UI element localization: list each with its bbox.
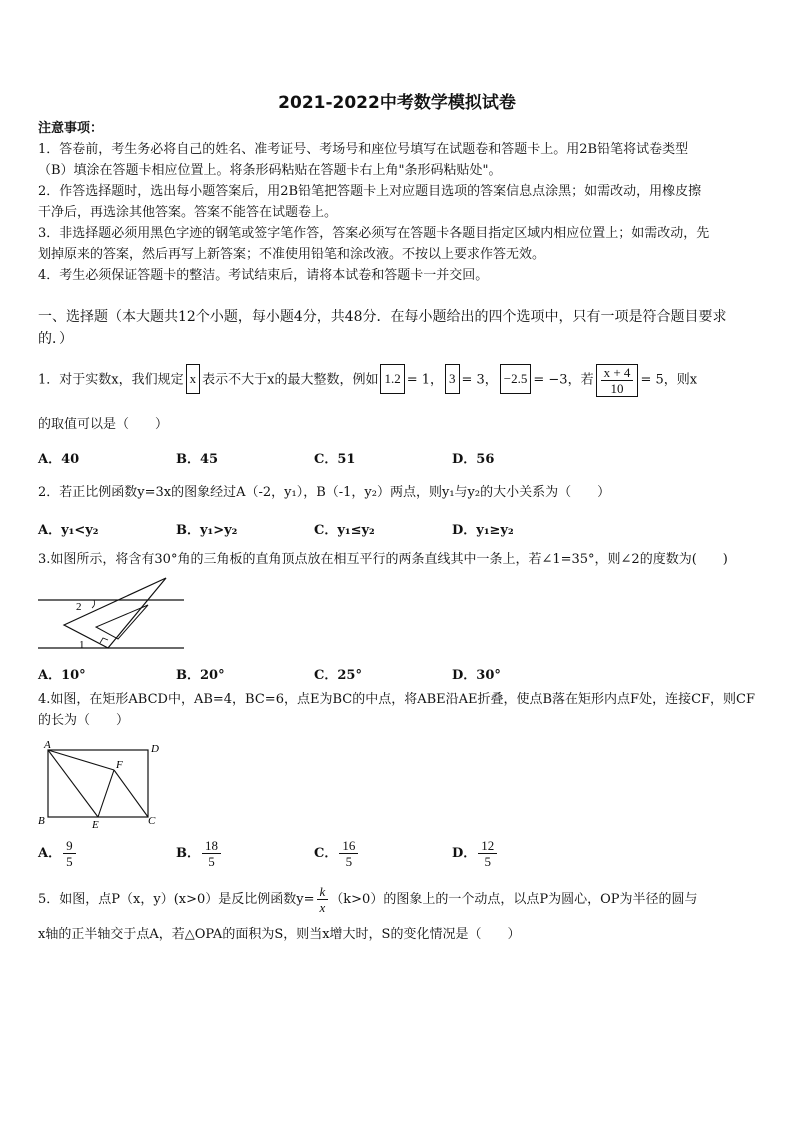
question-1 — [38, 364, 760, 397]
rectangle-abcd — [48, 750, 148, 817]
label-f: F — [116, 759, 123, 771]
question-2: 2．若正比例函数y=3x的图象经过A（-2，y₁），B（-1，y₂）两点，则y₁与y₂的大小关系为（ ） — [38, 485, 611, 500]
fraction-denominator: 5 — [345, 854, 353, 869]
q5-text: 5．如图，点P（x，y）(x>0）是反比例函数y= — [38, 892, 315, 907]
angle-2-label: 2 — [76, 601, 82, 613]
right-angle-mark — [100, 638, 108, 643]
option-letter: A． — [38, 846, 62, 861]
q1-floor-ex3: −2.5 — [500, 364, 532, 394]
q4-figure — [36, 738, 166, 830]
segment-fc — [114, 770, 148, 817]
label-a: A — [44, 739, 51, 751]
fraction-numerator: x + 4 — [601, 365, 634, 381]
question-3: 3.如图所示，将含有30°角的三角板的直角顶点放在相互平行的两条直线其中一条上，若∠1=35°，则∠2的度数为( ) — [38, 552, 728, 567]
segment-ae — [48, 750, 98, 817]
notice-heading: 注意事项： — [38, 121, 104, 136]
notice-line: 2．作答选择题时，选出每小题答案后，用2B铅笔把答题卡上对应题目选项的答案信息点涂黑；如需改动，用橡皮擦 — [38, 184, 702, 199]
label-d: D — [151, 743, 159, 755]
question-5 — [38, 884, 760, 915]
q1-text: = 3， — [461, 372, 498, 388]
label-e: E — [92, 819, 99, 830]
question-1-cont: 的取值可以是（ ） — [38, 417, 169, 432]
fraction-numerator: 16 — [339, 838, 358, 854]
fraction-numerator: 18 — [202, 838, 221, 854]
q1-option-d[interactable]: D．56 — [452, 452, 495, 467]
q1-text: = −3，若 — [533, 372, 594, 388]
fraction-numerator: k — [317, 884, 329, 900]
notice-line: （B）填涂在答题卡相应位置上。将条形码粘贴在答题卡右上角"条形码粘贴处"。 — [38, 163, 502, 178]
q1-option-b[interactable]: B．45 — [176, 452, 219, 467]
fraction-denominator: 5 — [208, 854, 215, 869]
fraction-numerator: 12 — [478, 838, 497, 854]
fraction-numerator: 9 — [63, 838, 76, 854]
angle-1-label: 1 — [79, 639, 85, 651]
q1-text: = 1， — [406, 372, 443, 388]
question-4: 4.如图，在矩形ABCD中，AB=4，BC=6，点E为BC的中点，将ABE沿AE折叠，使点B落在矩形内点F处，连接CF，则CF — [38, 692, 756, 707]
option-letter: D． — [452, 846, 477, 861]
q1-floor-ex1: 1.2 — [380, 364, 404, 394]
section-heading-cont: 的．） — [38, 331, 73, 347]
label-b: B — [38, 815, 45, 827]
q4-option-b[interactable] — [176, 838, 223, 869]
notice-line: 干净后，再选涂其他答案。答案不能答在试题卷上。 — [38, 205, 338, 220]
fraction-denominator: 5 — [66, 854, 73, 869]
segment-af — [48, 750, 114, 770]
fraction-denominator: 5 — [484, 854, 492, 869]
option-letter: C． — [314, 846, 338, 861]
q5-text: （k>0）的图象上的一个动点，以点P为圆心，OP为半径的圆与 — [330, 892, 698, 907]
notice-line: 1．答卷前，考生务必将自己的姓名、准考证号、考场号和座位号填写在试题卷和答题卡上。用2B铅笔将试卷类型 — [38, 142, 689, 157]
question-4-cont: 的长为（ ） — [38, 713, 130, 728]
angle-2-arc — [92, 600, 95, 608]
triangle-ruler-inner — [96, 605, 148, 639]
fraction-denominator: x — [319, 900, 326, 915]
label-c: C — [148, 815, 156, 827]
q2-option-d[interactable]: D．y₁≥y₂ — [452, 523, 514, 538]
q1-option-a[interactable]: A．40 — [38, 452, 80, 467]
q1-text: = 5，则x — [640, 372, 698, 388]
q2-option-a[interactable]: A．y₁<y₂ — [38, 523, 99, 538]
question-5-cont: x轴的正半轴交于点A，若△OPA的面积为S，则当x增大时，S的变化情况是（ ） — [38, 927, 521, 942]
q2-option-b[interactable]: B．y₁>y₂ — [176, 523, 238, 538]
fraction-denominator: 10 — [610, 381, 624, 396]
notice-line: 4．考生必须保证答题卡的整洁。考试结束后，请将本试卷和答题卡一并交回。 — [38, 268, 489, 283]
q1-floor-x: x — [186, 364, 201, 394]
q4-option-d[interactable] — [452, 838, 499, 869]
q1-text: 1．对于实数x，我们规定 — [38, 372, 184, 388]
q3-option-b[interactable]: B．20° — [176, 668, 225, 683]
q1-floor-ex2: 3 — [445, 364, 460, 394]
q1-text: 表示不大于x的最大整数，例如 — [202, 372, 379, 388]
notice-line: 划掉原来的答案，然后再写上新答案；不准使用铅笔和涂改液。不按以上要求作答无效。 — [38, 247, 546, 262]
q3-option-a[interactable]: A．10° — [38, 668, 86, 683]
q3-option-c[interactable]: C．25° — [314, 668, 362, 683]
notice-line: 3．非选择题必须用黑色字迹的钢笔或签字笔作答，答案必须写在答题卡各题目指定区域内相应位置上；如需改动，先 — [38, 226, 710, 241]
q4-option-a[interactable] — [38, 838, 78, 869]
q1-floor-frac — [596, 364, 639, 397]
q1-option-c[interactable]: C．51 — [314, 452, 356, 467]
option-letter: B． — [176, 846, 200, 861]
q4-option-c[interactable] — [314, 838, 360, 869]
q3-figure — [36, 575, 186, 657]
section-heading: 一、选择题（本大题共12个小题，每小题4分，共48分．在每小题给出的四个选项中，只有一项是符合题目要求 — [38, 309, 727, 325]
page-title: 2021-2022中考数学模拟试卷 — [278, 93, 516, 113]
q2-option-c[interactable]: C．y₁≤y₂ — [314, 523, 375, 538]
segment-fe — [98, 770, 114, 817]
q3-option-d[interactable]: D．30° — [452, 668, 501, 683]
